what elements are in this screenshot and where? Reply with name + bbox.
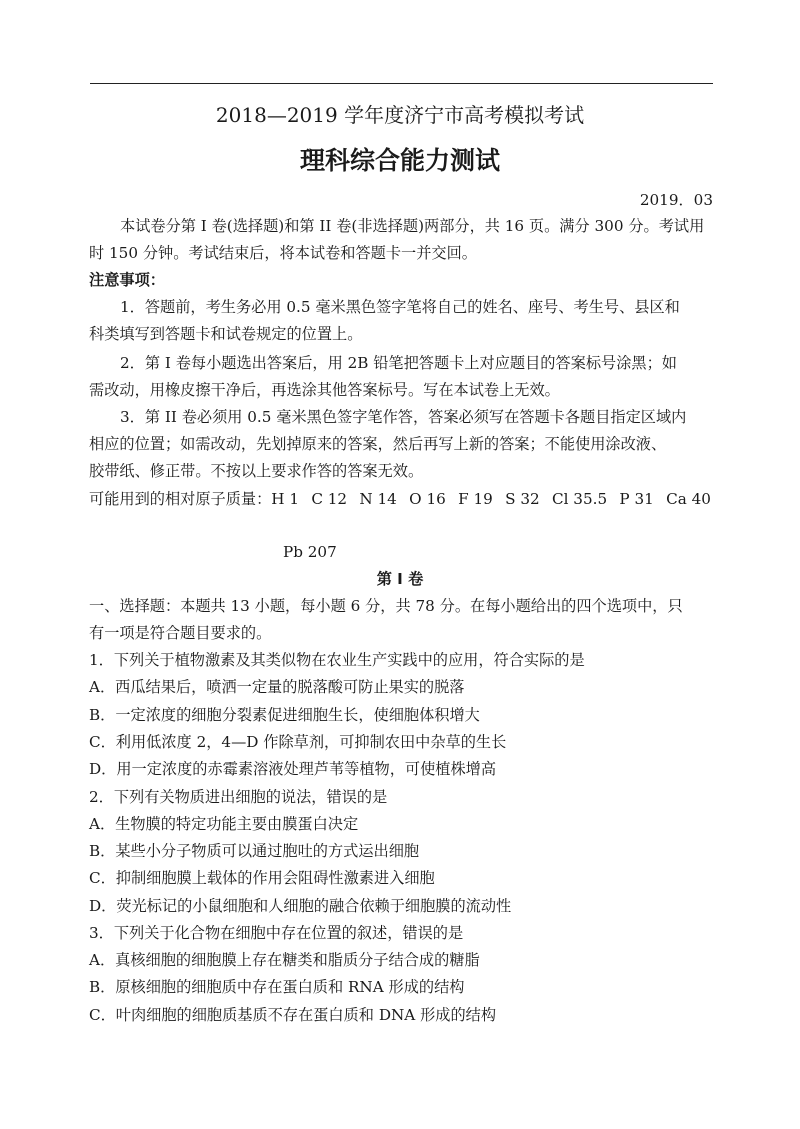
atomic-masses-row: [89, 489, 711, 509]
question-3-option-b: B．原核细胞的细胞质中存在蛋白质和 RNA 形成的结构: [89, 978, 465, 996]
notice-item-3-line-1: 3．第 II 卷必须用 0.5 毫米黑色签字笔作答，答案必须写在答题卡各题目指定区域内: [120, 408, 687, 426]
question-1-option-d: D．用一定浓度的赤霉素溶液处理芦苇等植物，可使植株增高: [89, 760, 497, 778]
notice-item-3-line-3: 胶带纸、修正带。不按以上要求作答的答案无效。: [89, 462, 424, 480]
question-2-option-c: C．抑制细胞膜上载体的作用会阻碍性激素进入细胞: [89, 869, 435, 887]
section-1-instruction-line-1: 一、选择题：本题共 13 小题，每小题 6 分，共 78 分。在每小题给出的四个选项中，只: [89, 597, 683, 615]
atomic-mass-cl: Cl 35.5: [551, 490, 608, 508]
question-2-option-d: D．荧光标记的小鼠细胞和人细胞的融合依赖于细胞膜的流动性: [89, 897, 512, 915]
atomic-mass-o: O 16: [409, 490, 446, 508]
atomic-mass-f: F 19: [458, 490, 493, 508]
question-2-stem: 2．下列有关物质进出细胞的说法，错误的是: [89, 788, 388, 806]
question-2-option-a: A．生物膜的特定功能主要由膜蛋白决定: [89, 815, 359, 833]
notice-item-2-line-2: 需改动，用橡皮擦干净后，再选涂其他答案标号。写在本试卷上无效。: [89, 381, 560, 399]
question-1-option-c: C．利用低浓度 2，4—D 作除草剂，可抑制农田中杂草的生长: [89, 733, 507, 751]
notice-item-2-line-1: 2．第 I 卷每小题选出答案后，用 2B 铅笔把答题卡上对应题目的答案标号涂黑；如: [120, 354, 677, 372]
question-3-stem: 3．下列关于化合物在细胞中存在位置的叙述，错误的是: [89, 924, 464, 942]
notice-item-3-line-2: 相应的位置；如需改动，先划掉原来的答案，然后再写上新的答案；不能使用涂改液、: [89, 435, 667, 453]
atomic-mass-c: C 12: [311, 490, 348, 508]
question-3-option-a: A．真核细胞的细胞膜上存在糖类和脂质分子结合成的糖脂: [89, 951, 480, 969]
atomic-mass-s: S 32: [505, 490, 540, 508]
top-rule: [90, 83, 713, 84]
question-1-stem: 1．下列关于植物激素及其类似物在农业生产实践中的应用，符合实际的是: [89, 651, 585, 669]
atomic-mass-ca: Ca 40: [666, 490, 711, 508]
exam-name: 2018—2019 学年度济宁市高考模拟考试: [215, 103, 585, 127]
section-1-title: 第 I 卷: [376, 570, 424, 588]
question-1-option-a: A．西瓜结果后，喷洒一定量的脱落酸可防止果实的脱落: [89, 678, 465, 696]
question-3-option-c: C．叶肉细胞的细胞质基质不存在蛋白质和 DNA 形成的结构: [89, 1006, 497, 1024]
subject-title: 理科综合能力测试: [299, 146, 500, 175]
notice-item-1-line-1: 1．答题前，考生务必用 0.5 毫米黑色签字笔将自己的姓名、座号、考生号、县区和: [120, 298, 680, 316]
atomic-mass-n: N 14: [359, 490, 397, 508]
intro-line-1: 本试卷分第 I 卷(选择题)和第 II 卷(非选择题)两部分，共 16 页。满分 300 分。考试用: [120, 217, 705, 235]
section-1-instruction-line-2: 有一项是符合题目要求的。: [89, 624, 272, 642]
question-2-option-b: B．某些小分子物质可以通过胞吐的方式运出细胞: [89, 842, 420, 860]
atomic-mass-pb: Pb 207: [283, 543, 337, 561]
atomic-mass-p: P 31: [619, 490, 654, 508]
exam-date: 2019．03: [639, 191, 713, 209]
question-1-option-b: B．一定浓度的细胞分裂素促进细胞生长，使细胞体积增大: [89, 706, 480, 724]
notice-item-1-line-2: 科类填写到答题卡和试卷规定的位置上。: [89, 325, 363, 343]
notice-heading: 注意事项：: [89, 271, 165, 289]
intro-line-2: 时 150 分钟。考试结束后，将本试卷和答题卡一并交回。: [89, 244, 477, 262]
atomic-masses-label: 可能用到的相对原子质量：H 1: [89, 490, 299, 508]
